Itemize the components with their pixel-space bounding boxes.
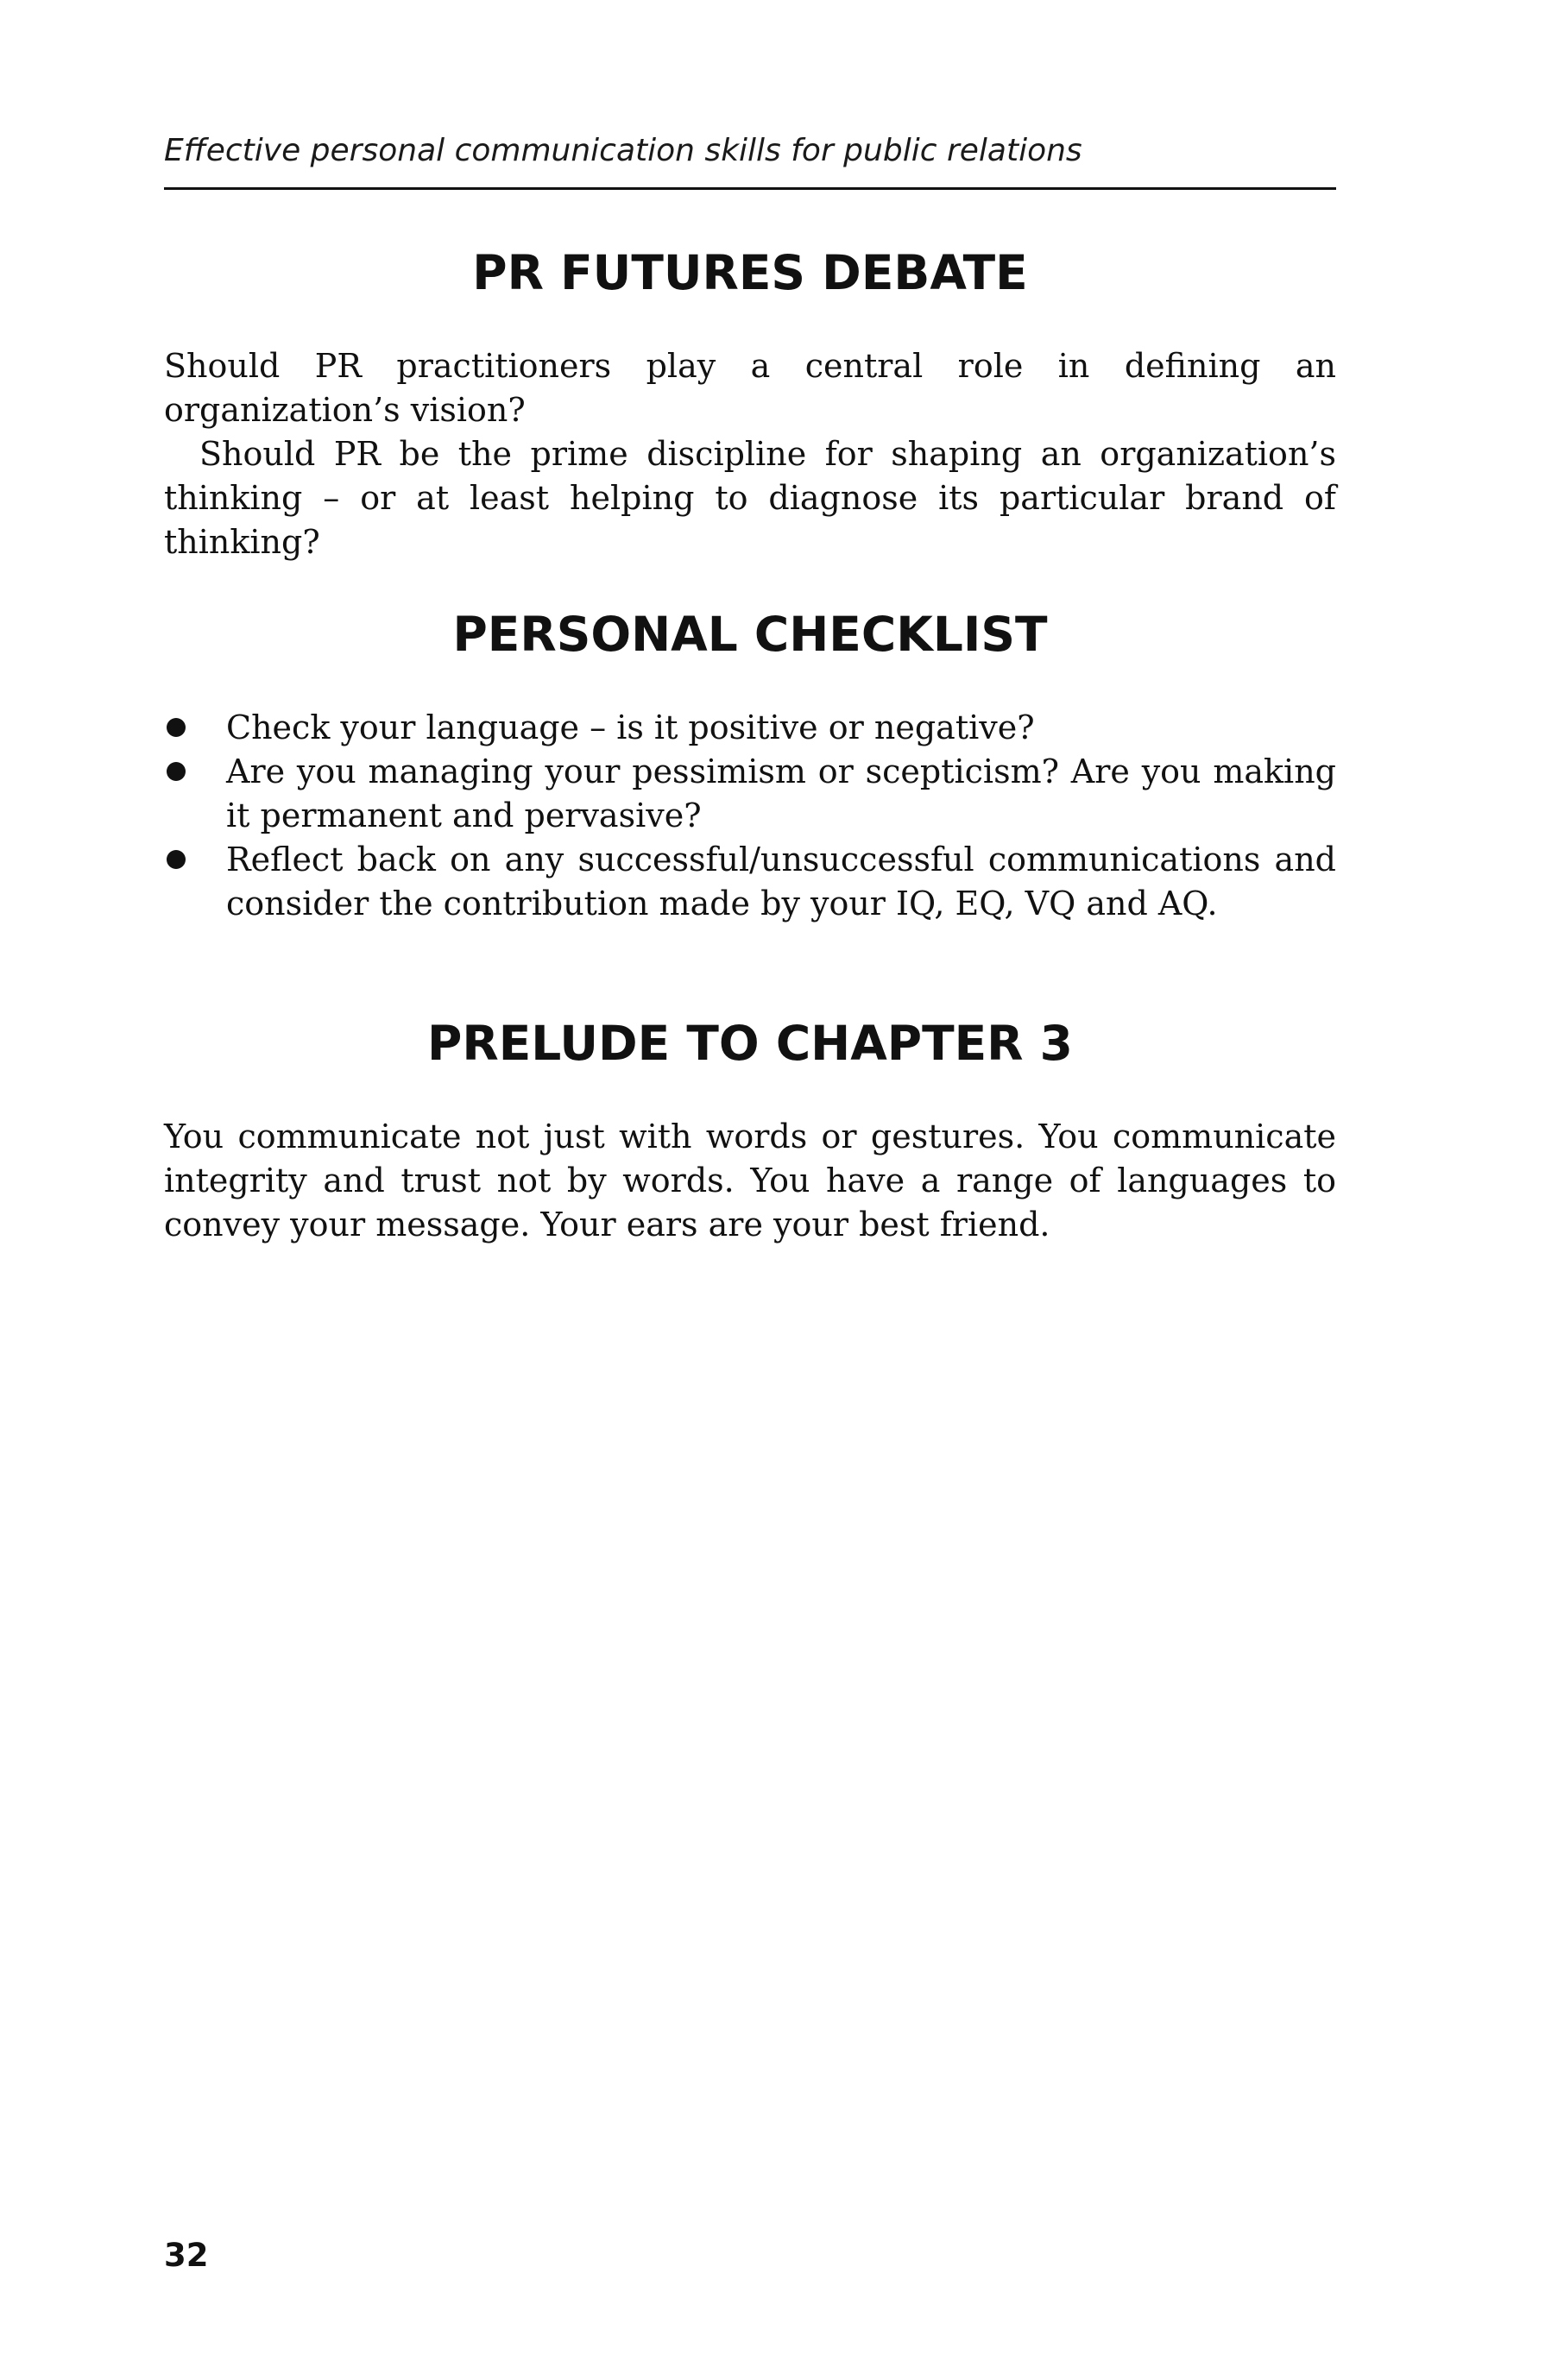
checklist-item-text: Are you managing your pessimism or scepticism? Are you making it permanent and pervasive? [226, 752, 1336, 834]
section-title-personal-checklist: PERSONAL CHECKLIST [452, 607, 1048, 662]
page-number: 32 [164, 2237, 209, 2274]
personal-checklist [164, 706, 1336, 926]
header-rule [164, 187, 1336, 190]
book-page [164, 0, 1336, 2380]
prelude-paragraph: You communicate not just with words or gestures. You communicate integrity and trust not by words. You have a range of languages to convey your message. Your ears are your best friend. [164, 1118, 1336, 1244]
futures-debate-paragraph-2: Should PR be the prime discipline for shaping an organization’s thinking – or at least helping to diagnose its particular brand of thinking? [164, 435, 1336, 561]
futures-debate-paragraph-1: Should PR practitioners play a central role in defining an organization’s vision? [164, 347, 1336, 429]
checklist-item [164, 706, 1336, 750]
bullet-icon [167, 762, 186, 781]
section-title-prelude: PRELUDE TO CHAPTER 3 [427, 1016, 1073, 1071]
section-title-futures-debate: PR FUTURES DEBATE [472, 245, 1028, 300]
checklist-item-text: Check your language – is it positive or negative? [226, 708, 1035, 746]
running-header: Effective personal communication skills for public relations [164, 133, 1082, 168]
checklist-item [164, 750, 1336, 838]
checklist-item-text: Reflect back on any successful/unsuccessful communications and consider the contribution made by your IQ, EQ, VQ and AQ. [226, 841, 1336, 922]
bullet-icon [167, 718, 186, 737]
bullet-icon [167, 850, 186, 869]
checklist-item [164, 838, 1336, 926]
